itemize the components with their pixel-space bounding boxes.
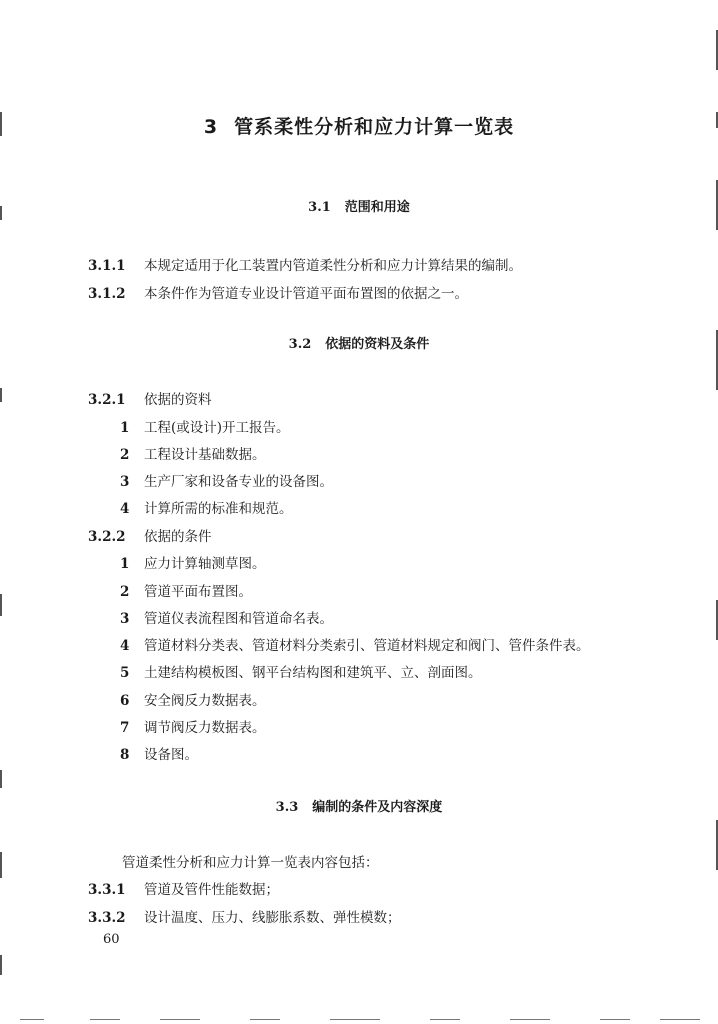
- item-number: 3: [120, 474, 130, 490]
- scan-edge-mark: [0, 388, 2, 402]
- list-item: [120, 470, 333, 490]
- scan-bottom-mark: [660, 1019, 700, 1020]
- clause-3-3-1: [88, 878, 279, 898]
- page-number: 60: [103, 932, 120, 947]
- scan-edge-mark: [0, 955, 2, 975]
- scan-bottom-mark: [20, 1019, 44, 1020]
- section-title: 范围和用途: [344, 200, 410, 215]
- scan-edge-mark: [0, 594, 2, 616]
- clause-text: 依据的条件: [144, 529, 212, 545]
- list-item: [120, 716, 266, 736]
- clause-text: 依据的资料: [144, 392, 212, 408]
- clause-number: 3.1.2: [88, 286, 126, 302]
- clause-text: 设计温度、压力、线膨胀系数、弹性模数；: [144, 910, 401, 926]
- scan-edge-mark: [0, 770, 2, 788]
- section-number: 3.1: [308, 200, 331, 215]
- item-number: 2: [120, 584, 130, 600]
- scan-edge-mark: [0, 852, 2, 878]
- clause-number: 3.2.2: [88, 529, 126, 545]
- clause-3-2-2: [88, 525, 212, 545]
- list-item: [120, 607, 333, 627]
- section-title: 依据的资料及条件: [325, 337, 430, 352]
- list-item: [120, 580, 252, 600]
- section-number: 3.3: [275, 800, 299, 815]
- scan-bottom-mark: [90, 1019, 120, 1020]
- intro-paragraph: 管道柔性分析和应力计算一览表内容包括：: [122, 855, 379, 871]
- clause-number: 3.2.1: [88, 392, 126, 408]
- scan-bottom-mark: [160, 1019, 200, 1020]
- scan-edge-mark: [0, 112, 2, 136]
- item-text: 管道材料分类表、管道材料分类索引、管道材料规定和阀门、管件条件表。: [144, 638, 590, 654]
- scan-bottom-mark: [510, 1019, 550, 1020]
- list-item: [120, 552, 266, 572]
- item-number: 6: [120, 693, 130, 709]
- item-text: 土建结构模板图、钢平台结构图和建筑平、立、剖面图。: [144, 665, 482, 681]
- list-item: [120, 689, 266, 709]
- clause-3-2-1: [88, 388, 212, 408]
- item-number: 4: [120, 638, 130, 654]
- chapter-title-text: 管系柔性分析和应力计算一览表: [234, 116, 515, 138]
- clause-text: 本规定适用于化工装置内管道柔性分析和应力计算结果的编制。: [144, 258, 522, 274]
- item-number: 5: [120, 665, 130, 681]
- chapter-number: 3: [203, 116, 219, 138]
- clause-3-3-2: [88, 906, 401, 926]
- scan-bottom-mark: [250, 1019, 280, 1020]
- scan-edge-mark: [0, 206, 2, 220]
- scan-bottom-mark: [330, 1019, 380, 1020]
- item-text: 管道仪表流程图和管道命名表。: [144, 611, 333, 627]
- item-number: 3: [120, 611, 130, 627]
- item-text: 调节阀反力数据表。: [144, 720, 266, 736]
- list-item: [120, 743, 198, 763]
- item-text: 安全阀反力数据表。: [144, 693, 266, 709]
- clause-text: 管道及管件性能数据；: [144, 882, 279, 898]
- item-number: 1: [120, 556, 130, 572]
- scan-bottom-mark: [430, 1019, 460, 1020]
- clause-number: 3.3.1: [88, 882, 126, 898]
- clause-number: 3.3.2: [88, 910, 126, 926]
- item-number: 8: [120, 747, 130, 763]
- list-item: [120, 497, 293, 517]
- chapter-title: [0, 112, 718, 139]
- item-text: 设备图。: [144, 747, 198, 763]
- section-number: 3.2: [288, 337, 312, 352]
- item-number: 4: [120, 501, 130, 517]
- item-text: 生产厂家和设备专业的设备图。: [144, 474, 333, 490]
- section-title: 编制的条件及内容深度: [312, 800, 443, 815]
- item-text: 计算所需的标准和规范。: [144, 501, 293, 517]
- list-item: [120, 443, 266, 463]
- item-number: 2: [120, 447, 130, 463]
- clause-number: 3.1.1: [88, 258, 126, 274]
- section-heading-3-3: [0, 796, 718, 815]
- scan-bottom-mark: [600, 1019, 630, 1020]
- item-number: 1: [120, 420, 130, 436]
- clause-text: 本条件作为管道专业设计管道平面布置图的依据之一。: [144, 286, 468, 302]
- item-text: 工程设计基础数据。: [144, 447, 266, 463]
- section-heading-3-2: [0, 333, 718, 352]
- item-number: 7: [120, 720, 130, 736]
- list-item: [120, 416, 290, 436]
- section-heading-3-1: [0, 196, 718, 215]
- item-text: 应力计算轴测草图。: [144, 556, 266, 572]
- list-item: [120, 661, 482, 681]
- clause-3-1-2: [88, 282, 468, 302]
- item-text: 工程(或设计)开工报告。: [144, 420, 290, 436]
- clause-3-1-1: [88, 254, 522, 274]
- item-text: 管道平面布置图。: [144, 584, 252, 600]
- list-item: [120, 634, 590, 654]
